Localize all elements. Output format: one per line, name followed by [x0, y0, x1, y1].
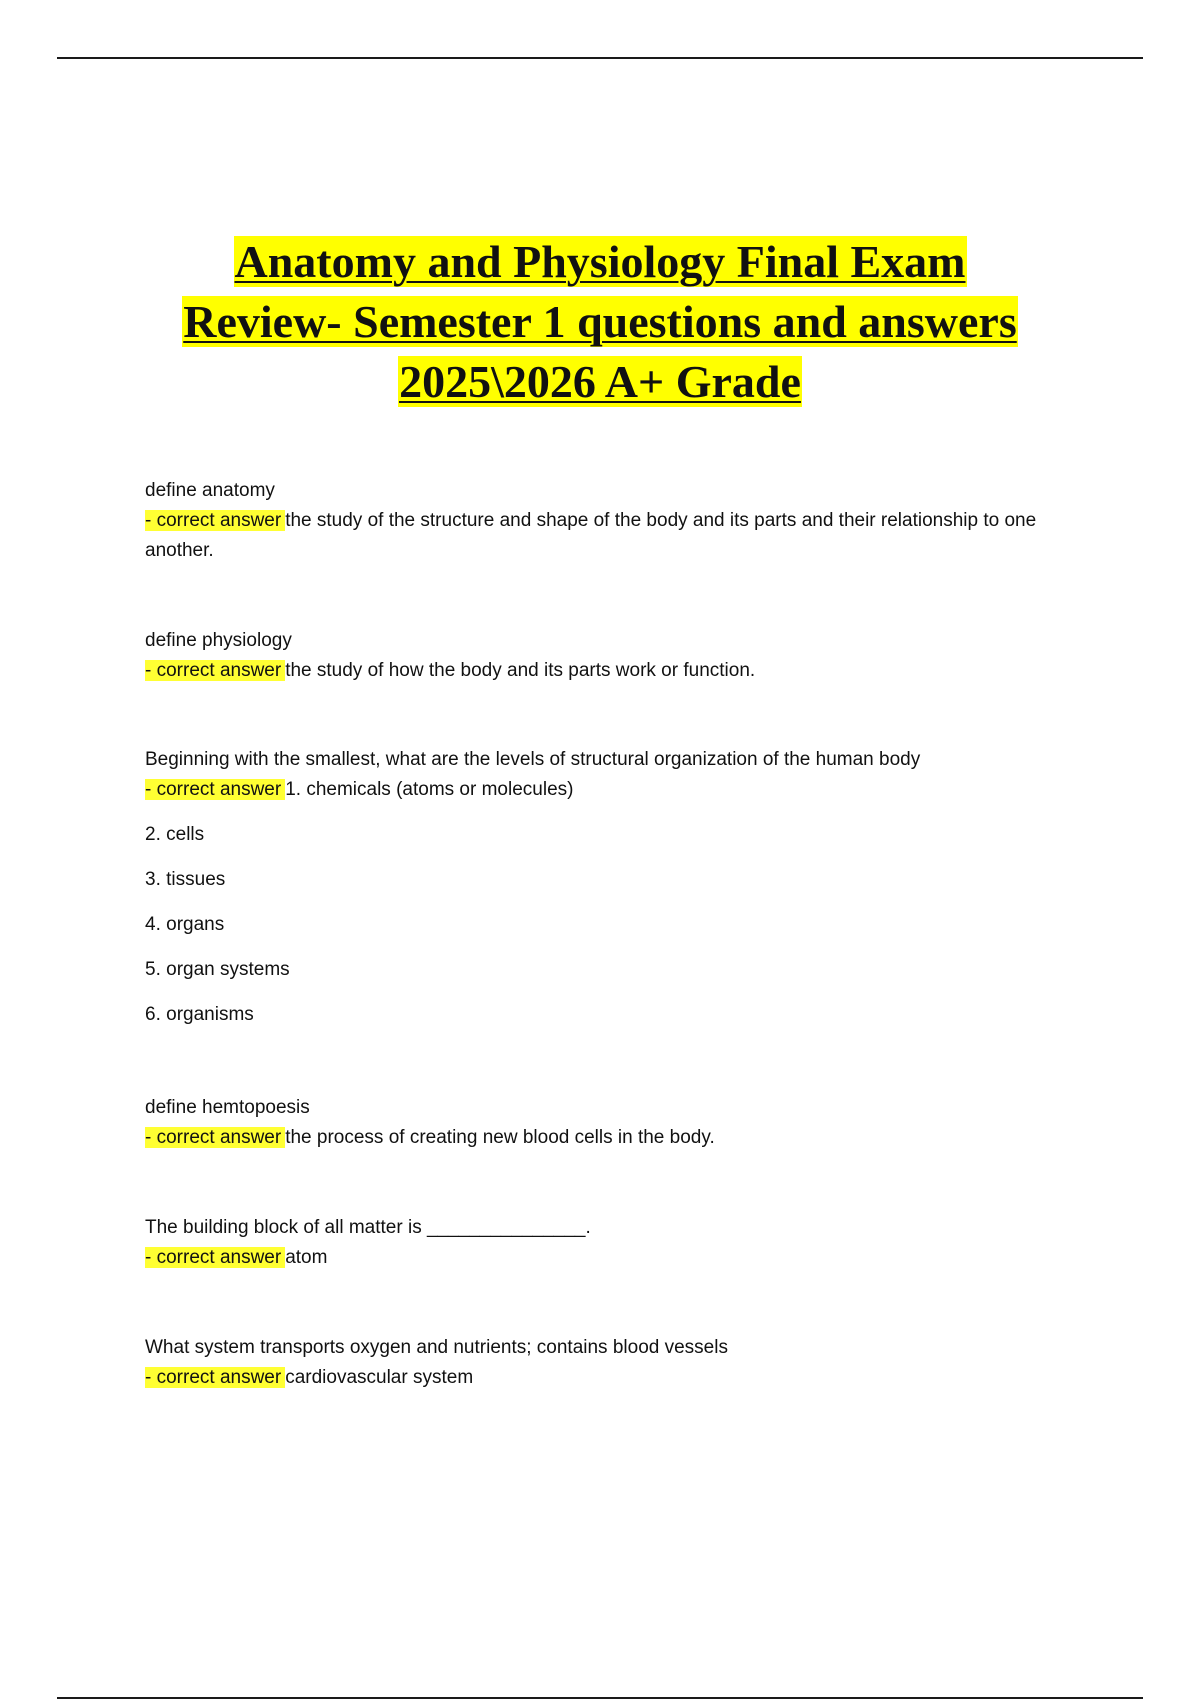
list-item: 4. organs	[145, 914, 225, 935]
question-text: define anatomy	[145, 480, 275, 501]
answer-line	[145, 1243, 1095, 1273]
title-line-2: Review- Semester 1 questions and answers	[183, 296, 1017, 347]
qa-item-levels-of-organization	[145, 745, 1095, 1030]
answer-text: the study of how the body and its parts work or function.	[285, 660, 756, 681]
question-text: define physiology	[145, 630, 292, 651]
correct-answer-marker: - correct answer	[145, 1367, 285, 1388]
question-text: What system transports oxygen and nutrients; contains blood vessels	[145, 1337, 728, 1358]
qa-item-cardiovascular	[145, 1333, 1095, 1393]
correct-answer-marker: - correct answer	[145, 1127, 285, 1148]
question-text: The building block of all matter is _______________.	[145, 1217, 591, 1238]
answer-text: the study of the structure and shape of the body and its parts and their relationship to one another.	[145, 510, 1037, 561]
bottom-rule	[57, 1697, 1143, 1699]
correct-answer-marker: - correct answer	[145, 1247, 285, 1268]
answer-line	[145, 1363, 1095, 1393]
answer-text: 1. chemicals (atoms or molecules)	[285, 779, 574, 800]
list-item: 5. organ systems	[145, 959, 290, 980]
document-title	[57, 232, 1143, 412]
title-line-3: 2025\2026 A+ Grade	[399, 356, 801, 407]
qa-item-anatomy	[145, 476, 1095, 566]
top-rule	[57, 57, 1143, 59]
answer-line	[145, 506, 1095, 566]
title-line-1: Anatomy and Physiology Final Exam	[234, 236, 966, 287]
answer-text: cardiovascular system	[285, 1367, 474, 1388]
qa-item-hemtopoesis	[145, 1093, 1095, 1153]
correct-answer-marker: - correct answer	[145, 510, 285, 531]
answer-line	[145, 775, 1095, 805]
correct-answer-marker: - correct answer	[145, 779, 285, 800]
list-item: 2. cells	[145, 824, 205, 845]
list-item: 6. organisms	[145, 1004, 254, 1025]
qa-item-physiology	[145, 626, 1095, 686]
answer-text: atom	[285, 1247, 328, 1268]
answer-line	[145, 656, 1095, 686]
correct-answer-marker: - correct answer	[145, 660, 285, 681]
question-text: Beginning with the smallest, what are the levels of structural organization of the human body	[145, 749, 921, 770]
question-text: define hemtopoesis	[145, 1097, 310, 1118]
list-item: 3. tissues	[145, 869, 226, 890]
qa-item-building-block	[145, 1213, 1095, 1273]
answer-line	[145, 1123, 1095, 1153]
answer-text: the process of creating new blood cells in the body.	[285, 1127, 715, 1148]
